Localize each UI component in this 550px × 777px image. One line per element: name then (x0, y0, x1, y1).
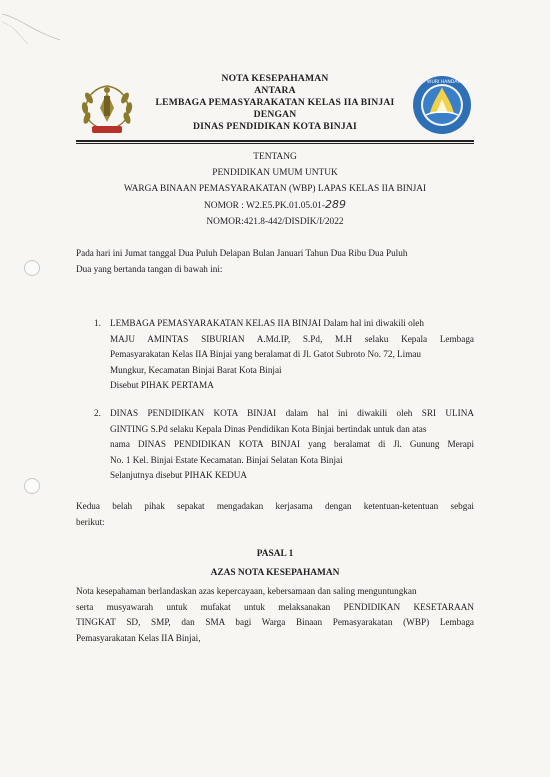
intro-line-1: Pada hari ini Jumat tanggal Dua Puluh Delapan Bulan Januari Tahun Dua Ribu Dua Puluh (76, 248, 408, 258)
party-one-number: 1. (94, 318, 101, 328)
pasal-1-line-4: Pemasyarakatan Kelas IIA Binjai, (76, 632, 201, 643)
party-two-line-3: nama DINAS PENDIDIKAN KOTA BINJAI yang beralamat di Jl. Gunung Merapi (110, 439, 474, 449)
party-two-line-1: DINAS PENDIDIKAN KOTA BINJAI dalam hal ini diwakili oleh SRI ULINA (110, 408, 474, 418)
pasal-1-heading: PASAL 1 (256, 549, 294, 559)
nomor-disdik: NOMOR:421.8-442/DISDIK/I/2022 (206, 217, 344, 227)
party-two-number: 2. (94, 408, 101, 418)
agreement-line-2: berikut: (76, 516, 105, 527)
party-one-item (94, 316, 474, 394)
party-one-body (110, 316, 474, 394)
party-two-item (94, 406, 474, 484)
agreement-line-1: Kedua belah pihak sepakat mengadakan kerjasama dengan ketentuan-ketentuan sebgai (76, 501, 474, 511)
nomor-lapas-handwritten: 289 (324, 198, 346, 211)
header-party-one: LEMBAGA PEMASYARAKATAN KELAS IIA BINJAI (155, 97, 395, 108)
pasal-1-subheading: AZAS NOTA KESEPAHAMAN (210, 568, 340, 578)
title-subject: PENDIDIKAN UMUM UNTUK (212, 168, 338, 178)
party-one-line-5: Disebut PIHAK PERTAMA (110, 380, 214, 390)
header-party-two: DINAS PENDIDIKAN KOTA BINJAI (192, 121, 357, 132)
header-rule-thick (76, 140, 474, 142)
intro-line-2: Dua yang bertanda tangan di bawah ini: (76, 263, 223, 274)
header-rule-thin (76, 143, 474, 144)
pasal-1-line-3: TINGKAT SD, SMP, dan SMA bagi Warga Binaan Pemasyarakatan (WBP) Lembaga (76, 617, 474, 627)
party-two-line-4: No. 1 Kel. Binjai Estate Kecamatan. Binjai Selatan Kota Binjai (110, 454, 343, 465)
document-header (140, 73, 410, 133)
agreement-paragraph (76, 499, 474, 530)
party-two-body (110, 406, 474, 484)
punch-hole-bottom (24, 478, 40, 494)
party-two-line-5: Selanjutnya disebut PIHAK KEDUA (110, 470, 248, 480)
nomor-lapas (76, 197, 474, 214)
kemenkumham-emblem-icon (74, 78, 140, 136)
party-one-line-2: MAJU AMINTAS SIBURIAN A.Md.IP, S.Pd, M.H selaku Kepala Lembaga (110, 333, 474, 344)
scan-scratch-mark (0, 0, 120, 60)
header-title: NOTA KESEPAHAMAN (221, 73, 329, 84)
party-one-line-3: Pemasyarakatan Kelas IIA Binjai yang beralamat di Jl. Gatot Subroto No. 72, Limau (110, 349, 422, 359)
punch-hole-top (24, 260, 40, 276)
header-dengan: DENGAN (253, 109, 297, 120)
logo-right-text: TUT WURI HANDAYANI (416, 80, 468, 85)
document-title-block (76, 149, 474, 230)
pasal-1-paragraph (76, 584, 474, 646)
pasal-1-line-2: serta musyawarah untuk mufakat untuk melaksanakan PENDIDIKAN KESETARAAN (76, 601, 474, 612)
tut-wuri-handayani-emblem-icon (410, 73, 474, 137)
header-antara: ANTARA (254, 85, 296, 96)
party-one-line-4: Mungkur, Kecamatan Binjai Barat Kota Binjai (110, 364, 282, 375)
pasal-1-line-1: Nota kesepahaman berlandaskan azas kepercayaan, kebersamaan dan saling menguntungkan (76, 586, 417, 596)
title-tentang: TENTANG (253, 152, 297, 162)
title-subject-detail: WARGA BINAAN PEMASYARAKATAN (WBP) LAPAS KELAS IIA BINJAI (123, 184, 427, 194)
intro-paragraph (76, 246, 474, 277)
party-two-line-2: GINTING S.Pd selaku Kepala Dinas Pendidikan Kota Binjai bertindak untuk dan atas (110, 423, 427, 434)
party-one-line-1: LEMBAGA PEMASYARAKATAN KELAS IIA BINJAI Dalam hal ini diwakili oleh (110, 318, 424, 328)
nomor-lapas-prefix: NOMOR : W2.E5.PK.01.05.01- (204, 201, 325, 211)
